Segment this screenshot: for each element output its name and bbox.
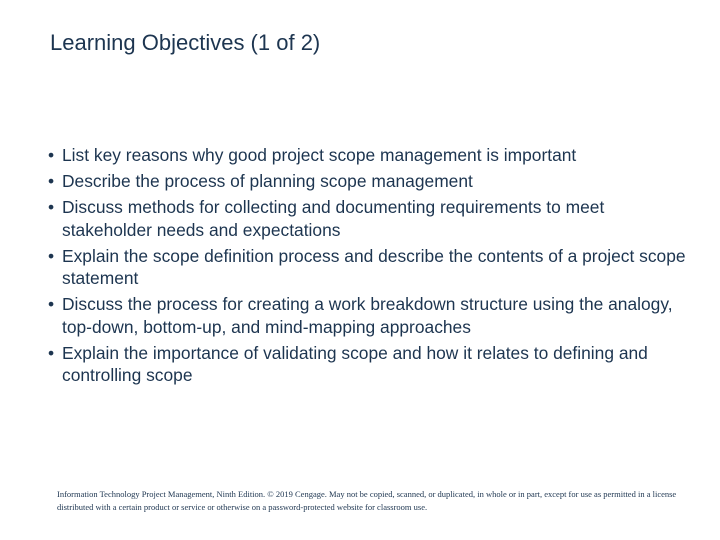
objective-text: List key reasons why good project scope management is important	[62, 145, 577, 165]
objective-item	[46, 196, 686, 241]
objective-text: Discuss the process for creating a work breakdown structure using the analogy, top-down, bottom-up, and mind-mapping approaches	[62, 294, 673, 337]
bullet-icon: •	[48, 196, 55, 217]
bullet-icon: •	[48, 170, 55, 191]
bullet-icon: •	[48, 342, 55, 363]
objective-text: Explain the importance of validating scope and how it relates to defining and controlling scope	[62, 342, 648, 386]
bullet-icon: •	[48, 294, 55, 315]
bullet-icon: •	[48, 245, 55, 266]
objective-item	[46, 293, 686, 338]
objective-text: Describe the process of planning scope management	[62, 170, 473, 191]
bullet-icon: •	[48, 145, 55, 165]
objectives-list	[46, 144, 686, 390]
copyright-footer: Information Technology Project Management, Ninth Edition. © 2019 Cengage. May not be copied, scanned, or duplicated, in whole or in part, except for use as permitted in a license distributed with a certain product or service or otherwise on a password-protected website for classroom use.	[57, 489, 677, 512]
objective-item	[46, 170, 686, 193]
objective-item	[46, 245, 686, 290]
objective-text: Discuss methods for collecting and documenting requirements to meet stakeholder needs and expectations	[62, 196, 605, 240]
objective-item	[46, 342, 686, 387]
slide-title: Learning Objectives (1 of 2)	[50, 30, 321, 55]
objective-item	[46, 144, 686, 167]
objective-text: Explain the scope definition process and describe the contents of a project scope statement	[62, 245, 686, 289]
